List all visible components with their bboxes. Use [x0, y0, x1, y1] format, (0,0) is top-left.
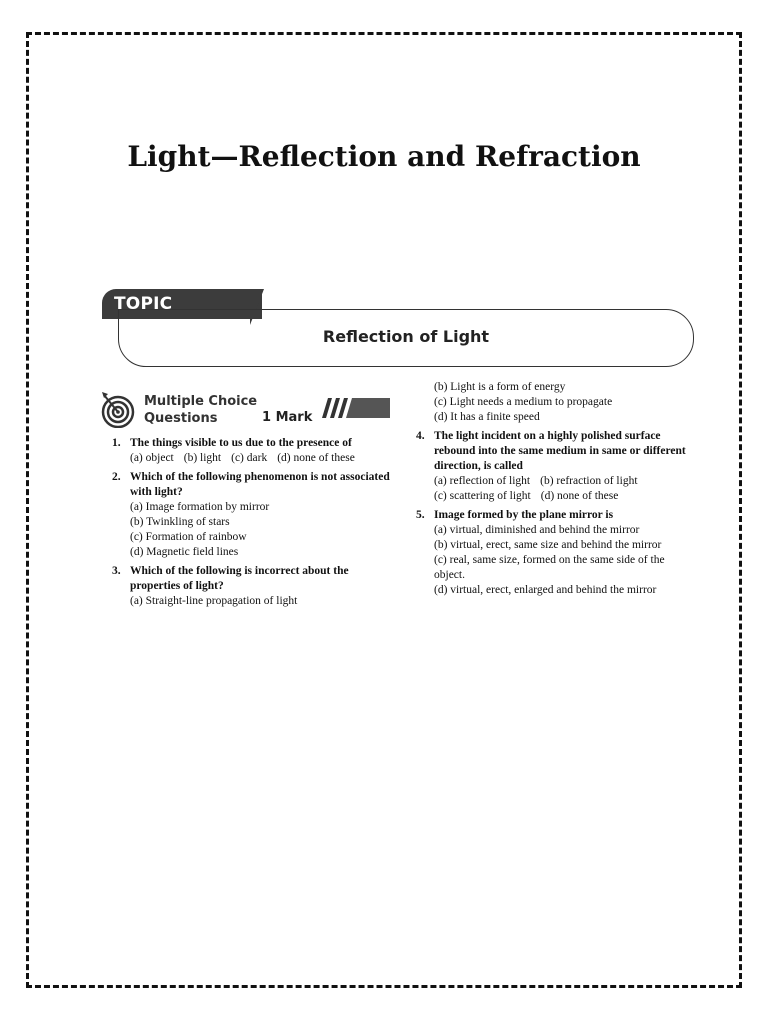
marks-stripe-icon	[322, 398, 390, 418]
topic-name: Reflection of Light	[322, 327, 490, 346]
chapter-title: Light—Reflection and Refraction	[127, 140, 641, 173]
option: (a) virtual, diminished and behind the mirror	[434, 524, 640, 536]
question-5: 5. Image formed by the plane mirror is	[416, 509, 614, 521]
option: (a) Straight-line propagation of light	[130, 595, 298, 607]
mcq-section-header	[100, 390, 390, 430]
option: (c) Light needs a medium to propagate	[434, 396, 613, 408]
question-4-options-row-2: (c) scattering of light (d) none of these	[434, 490, 619, 502]
option: (b) Light is a form of energy	[434, 381, 566, 393]
option: (b) Twinkling of stars	[130, 516, 230, 528]
option: (d) virtual, erect, enlarged and behind the mirror	[434, 584, 657, 596]
question-3: 3. Which of the following is incorrect about the properties of light?	[112, 565, 349, 592]
option: (c) real, same size, formed on the same side of the object.	[434, 554, 665, 581]
question-1-options: (a) object (b) light (c) dark (d) none of these	[130, 452, 355, 464]
option: (c) Formation of rainbow	[130, 531, 247, 543]
mcq-label: Multiple Choice Questions	[144, 394, 258, 426]
right-column	[416, 380, 696, 598]
option: (d) Magnetic field lines	[130, 546, 239, 558]
option: (b) virtual, erect, same size and behind the mirror	[434, 539, 662, 551]
marks-label: 1 Mark	[262, 410, 313, 425]
left-column	[112, 436, 394, 609]
question-4: 4. The light incident on a highly polished surface rebound into the same medium in same or different direction, is called	[416, 430, 686, 472]
option: (d) It has a finite speed	[434, 411, 540, 423]
option: (a) Image formation by mirror	[130, 501, 270, 513]
question-1: 1. The things visible to us due to the presence of	[112, 437, 352, 449]
question-2: 2. Which of the following phenomenon is not associated with light?	[112, 471, 390, 498]
question-4-options-row-1: (a) reflection of light (b) refraction of light	[434, 475, 638, 487]
target-icon	[100, 392, 136, 428]
topic-covered-tab: TOPIC COVERED	[102, 289, 262, 319]
